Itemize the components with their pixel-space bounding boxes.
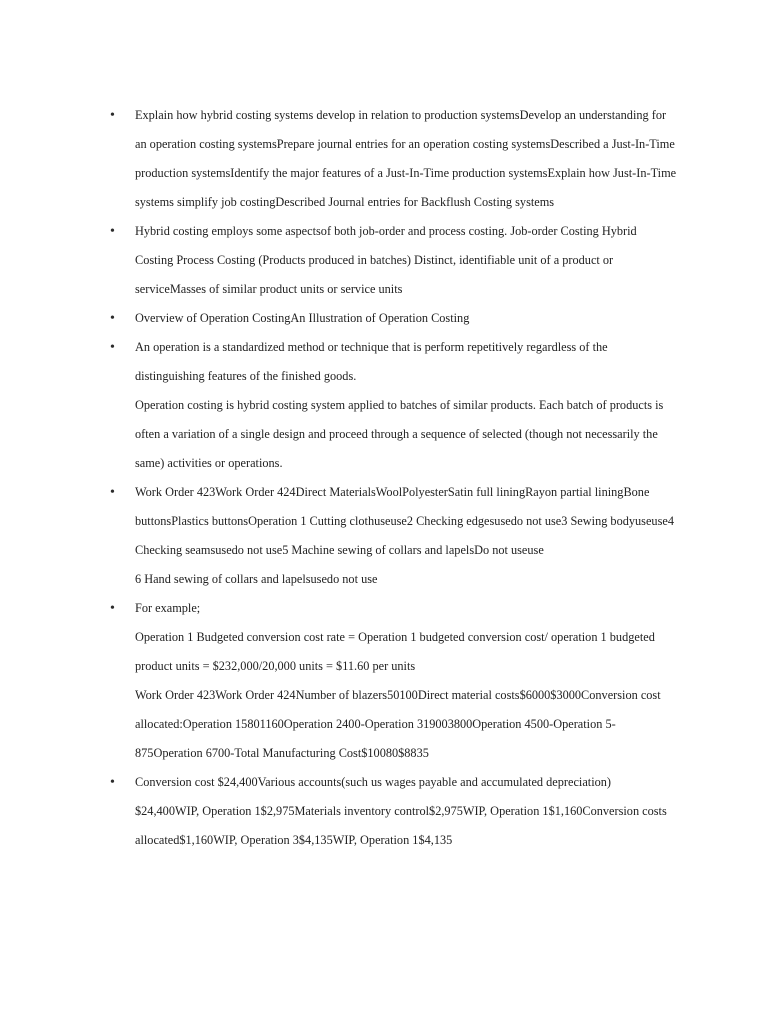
list-item (108, 768, 678, 855)
list-item (108, 217, 678, 304)
bullet-icon: • (110, 485, 115, 500)
list-item-text: Hybrid costing employs some aspectsof both job-order and process costing. Job-order Costing Hybrid Costing Process Costing (Products produced in batches) Distinct, identifiable unit of a product or serviceMasses of similar product units or service units (135, 224, 637, 296)
list-item-text: Explain how hybrid costing systems develop in relation to production systemsDevelop an understanding for an operation costing systemsPrepare journal entries for an operation costing systemsDescribed a Just-In-Time production systemsIdentify the major features of a Just-In-Time production systemsExplain how Just-In-Time systems simplify job costingDescribed Journal entries for Backflush Costing systems (135, 108, 677, 209)
bullet-icon: • (110, 340, 115, 355)
bullet-icon: • (110, 601, 115, 616)
list-item-text: Work Order 423Work Order 424Number of blazers50100Direct material costs$6000$3000Conversion cost allocated:Operation 15801160Operation 2400-Operation 319003800Operation 4500-Operation 5-875Operation 6700-Total Manufacturing Cost$10080$8835 (135, 688, 661, 760)
list-item-text: Work Order 423Work Order 424Direct MaterialsWoolPolyesterSatin full liningRayon partial liningBone buttonsPlastics buttonsOperation 1 Cutting clothuseuse2 Checking edgesusedo not use3 Sewing bodyuseuse4 Checking seamsusedo not use5 Machine sewing of collars and lapelsDo not useuse (135, 485, 674, 557)
list-item-text: Operation 1 Budgeted conversion cost rate = Operation 1 budgeted conversion cost/ operation 1 budgeted product units = $232,000/20,000 units = $11.60 per units (135, 630, 655, 673)
list-item-text: Overview of Operation CostingAn Illustration of Operation Costing (135, 311, 470, 325)
list-item-text: An operation is a standardized method or technique that is perform repetitively regardless of the distinguishing features of the finished goods. (135, 340, 608, 383)
bullet-icon: • (110, 775, 115, 790)
list-item (108, 333, 678, 478)
bullet-icon: • (110, 108, 115, 123)
list-item-text: 6 Hand sewing of collars and lapelsusedo not use (135, 572, 378, 586)
list-item-text: For example; (135, 601, 201, 615)
list-item (108, 304, 678, 333)
bullet-icon: • (110, 311, 115, 326)
bullet-icon: • (110, 224, 115, 239)
list-item-text: Conversion cost $24,400Various accounts(such us wages payable and accumulated depreciation) $24,400WIP, Operation 1$2,975Materials inventory control$2,975WIP, Operation 1$1,160Conversion costs allocated$1,160WIP, Operation 3$4,135WIP, Operation 1$4,135 (135, 775, 667, 847)
list-item (108, 478, 678, 594)
list-item (108, 101, 678, 217)
list-item (108, 594, 678, 768)
bullet-list (108, 101, 678, 855)
list-item-text: Operation costing is hybrid costing system applied to batches of similar products. Each batch of products is often a variation of a single design and proceed through a sequence of selected (though not necessarily the same) activities or operations. (135, 398, 664, 470)
